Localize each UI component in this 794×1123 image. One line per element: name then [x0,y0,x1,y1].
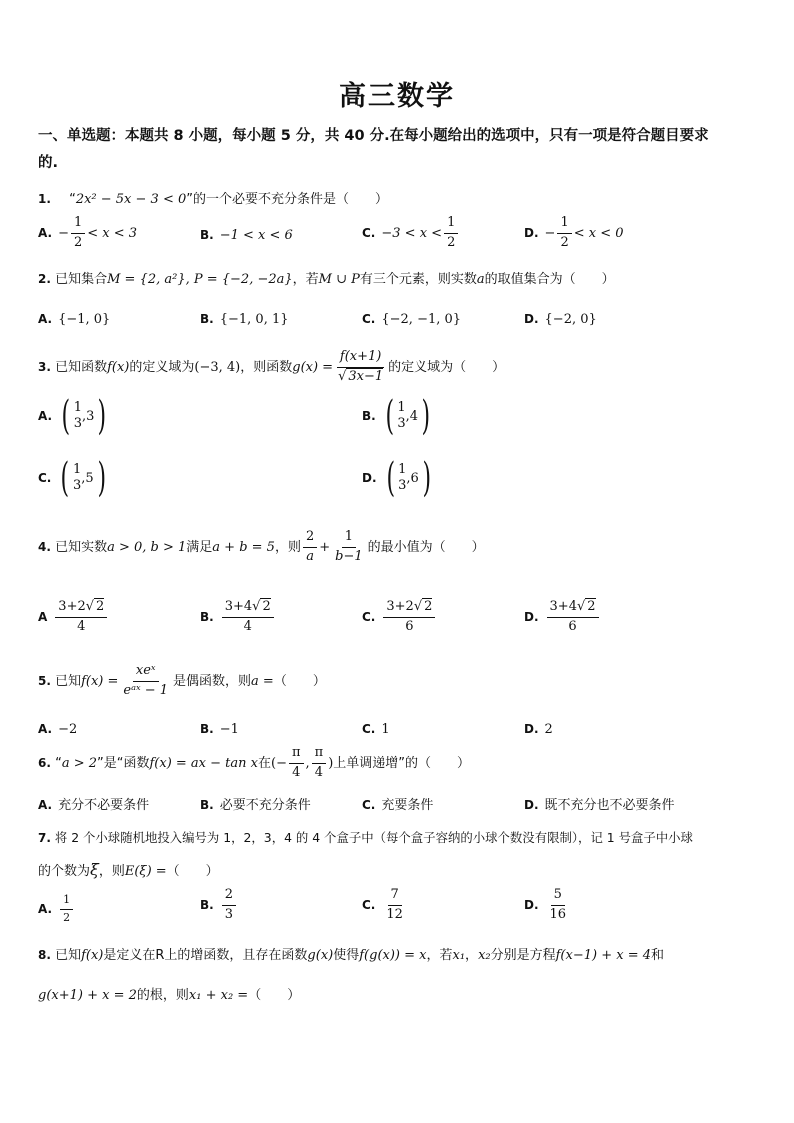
question-8-continued: g(x+1) + x = 2的根，则x₁ + x₂ =（ ） [38,988,301,1003]
section-header: 一、单选题：本题共 8 小题，每小题 5 分，共 40 分.在每小题给出的选项中，只有一项是符合题目要求 [38,128,709,144]
question-number: 7. [38,831,51,845]
section-header-continued: 的. [38,155,59,171]
q3-option-b[interactable]: B. ( 1 3 ,4 ) [362,393,431,439]
question-number: 4. [38,539,51,554]
question-number: 3. [38,359,51,374]
q5-option-b[interactable]: B. −1 [200,722,239,737]
q7-option-a[interactable]: A. $\frac{1}{2}$ [38,894,75,924]
q2-option-c[interactable]: C. {−2, −1, 0} [362,312,462,327]
q1-option-b[interactable]: B. −1 < x < 6 [200,228,293,243]
q4-option-c[interactable]: C. $\frac{3+2√ 2}{6}$ [362,600,437,635]
question-7: 7. 将 2 个小球随机地投入编号为 1，2，3，4 的 4 个盒子中（每个盒子容纳的小球个数没有限制），记 1 号盒子中小球 [38,830,693,845]
q4-option-a[interactable]: A $\frac{3+2√ 2}{4}$ [38,600,109,635]
q4-option-d[interactable]: D. $\frac{3+4√ 2}{6}$ [524,600,601,635]
question-1: 1. “2x² − 5x − 3 < 0”的一个必要不充分条件是（ ） [38,192,388,207]
question-number: 5. [38,673,51,688]
q5-option-c[interactable]: C. 1 [362,722,390,737]
question-2: 2. 已知集合M = {2, a²}, P = {−2, −2a}，若M ∪ P有三个元素，则实数a的取值集合为（ ） [38,272,615,287]
q3-option-a[interactable]: A. ( 1 3 ,3 ) [38,393,107,439]
q5-option-d[interactable]: D. 2 [524,722,553,737]
question-8: 8. 已知f(x)是定义在R上的增函数，且存在函数g(x)使得f(g(x)) = x，若x₁，x₂分别是方程f(x−1) + x = 4和 [38,948,665,963]
question-7-continued: 的个数为ξ，则E(ξ) =（ ） [38,860,219,879]
inequality: 2x² − 5x − 3 < 0 [75,192,187,207]
q6-option-b[interactable]: B. 必要不充分条件 [200,798,311,813]
q3-option-c[interactable]: C. ( 1 3 ,5 ) [38,455,106,501]
q3-option-d[interactable]: D. ( 1 3 ,6 ) [362,455,431,501]
q2-option-d[interactable]: D. {−2, 0} [524,312,597,327]
question-4: 4. 已知实数a > 0, b > 1满足a + b = 5，则 $\frac{2}{a}$ + $\frac{1}{b-1}$ 的最小值为（ ） [38,529,485,564]
q7-option-c[interactable]: C. $\frac{7}{12}$ [362,887,403,922]
q6-option-a[interactable]: A. 充分不必要条件 [38,798,150,813]
question-6: 6. “a > 2”是“函数f(x) = ax − tan x在(− $\frac{\pi}{4}$ , $\frac{\pi}{4}$ )上单调递增”的（ ） [38,745,471,780]
q6-option-d[interactable]: D. 既不充分也不必要条件 [524,798,675,813]
question-number: 2. [38,272,51,286]
q2-option-a[interactable]: A. {−1, 0} [38,312,111,327]
q1-option-d[interactable]: D. − $\frac{1}{2}$ < x < 0 [524,215,624,250]
page-title: 高三数学 [339,81,455,112]
question-3: 3. 已知函数f(x)的定义域为(−3, 4)，则函数g(x) = $\frac{f(x+1)}{√ 3x-1}$ 的定义域为（ ） [38,349,506,384]
question-number: 8. [38,948,51,962]
q6-option-c[interactable]: C. 充要条件 [362,798,434,813]
q7-option-d[interactable]: D. $\frac{5}{16}$ [524,887,567,922]
q2-option-b[interactable]: B. {−1, 0, 1} [200,312,289,327]
q1-option-a[interactable]: A. − $\frac{1}{2}$ < x < 3 [38,215,138,250]
q7-option-b[interactable]: B. $\frac{2}{3}$ [200,888,238,923]
question-number: 1. [38,192,51,206]
question-number: 6. [38,755,51,770]
question-5: 5. 已知f(x) = $\frac{\text{xeˣ}}{\text{eᵃˣ − 1}}$ 是偶函数，则a =（ ） [38,663,326,698]
q1-option-c[interactable]: C. −3 < x < $\frac{1}{2}$ [362,216,460,251]
q4-option-b[interactable]: B. $\frac{3+4√ 2}{4}$ [200,600,276,635]
q5-option-a[interactable]: A. −2 [38,722,78,737]
